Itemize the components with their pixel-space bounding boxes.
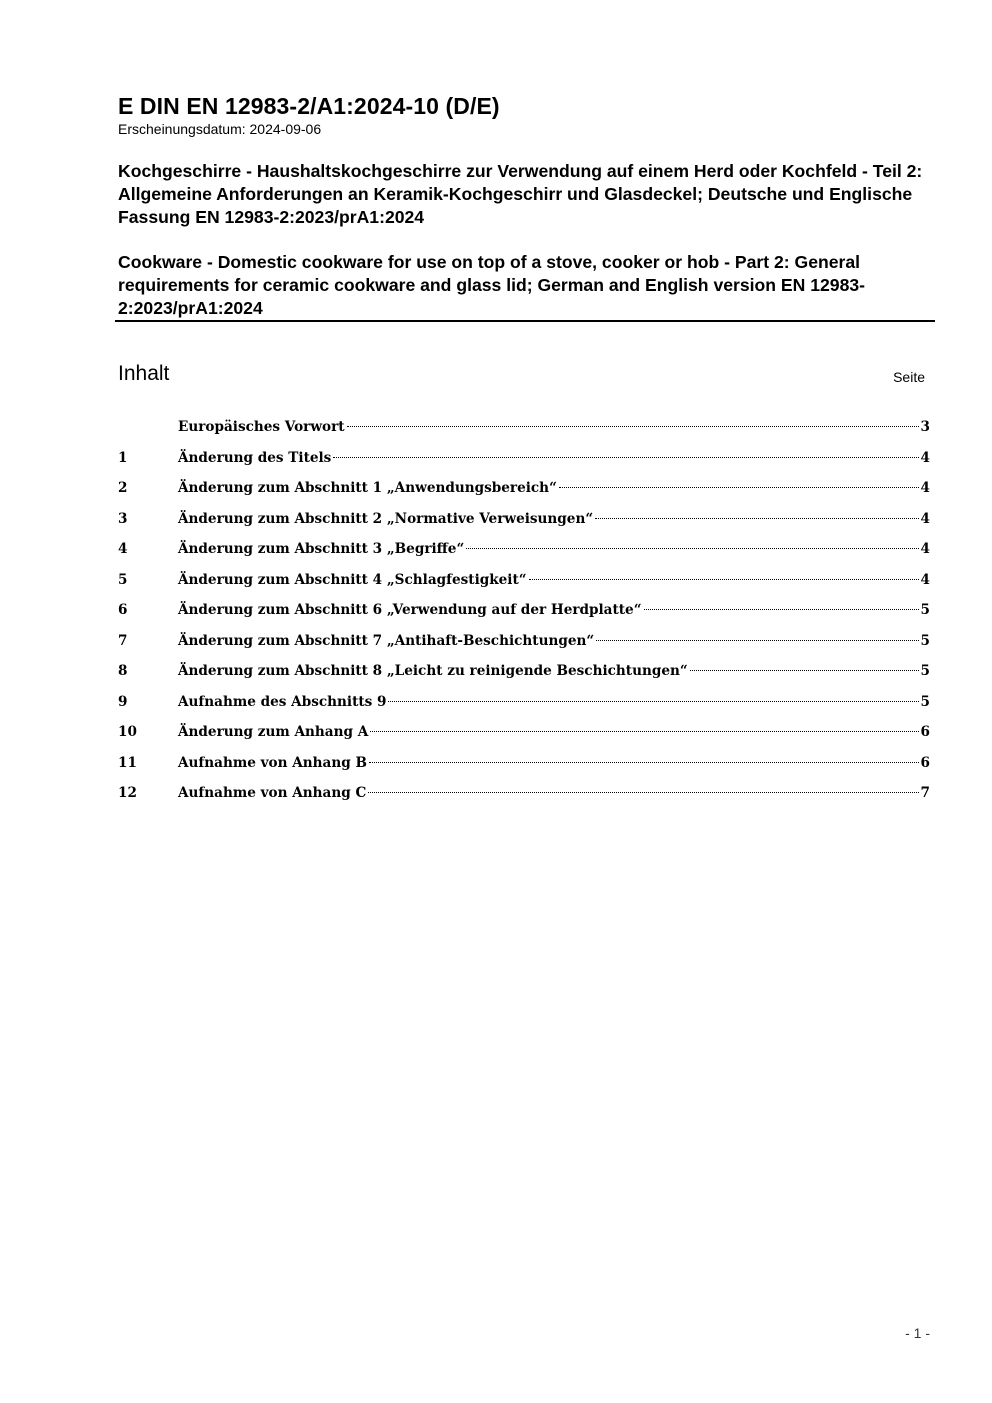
toc-entry-number: 8: [118, 663, 128, 679]
toc-entry[interactable]: [118, 568, 930, 599]
toc-leader-dots: [369, 762, 919, 763]
toc-entry[interactable]: [118, 690, 930, 721]
toc-leader-dots: [333, 457, 918, 458]
toc-leader-dots: [529, 579, 919, 580]
toc-entry-page: 4: [920, 510, 930, 527]
toc-entry-page: 4: [920, 571, 930, 588]
toc-entry-number: 5: [118, 571, 128, 588]
toc-entry[interactable]: [118, 415, 930, 446]
toc-entry-number: 1: [118, 449, 128, 466]
toc-entry-text: Änderung zum Abschnitt 4 „Schlagfestigkeit“: [178, 571, 527, 588]
toc-entry-text: Änderung des Titels: [178, 449, 332, 466]
toc-entry-page: 4: [920, 480, 930, 496]
toc-leader-dots: [559, 487, 919, 488]
toc-entry[interactable]: [118, 446, 930, 477]
toc-entry-page: 5: [920, 632, 930, 649]
toc-entry[interactable]: [118, 659, 930, 690]
toc-entry-number: 3: [118, 510, 128, 527]
toc-leader-dots: [644, 609, 919, 610]
toc-entry-page: 3: [920, 419, 930, 435]
toc-entry-number: 10: [118, 724, 137, 740]
toc-entry-text: Änderung zum Abschnitt 1 „Anwendungsbereich“: [178, 480, 557, 496]
header-divider: [115, 320, 935, 322]
toc-leader-dots: [690, 670, 919, 671]
toc-entry[interactable]: [118, 476, 930, 507]
toc-entry-number: 4: [118, 541, 128, 557]
document-header: [118, 92, 934, 320]
toc-entry[interactable]: [118, 629, 930, 660]
toc-leader-dots: [466, 548, 918, 549]
publication-date: Erscheinungsdatum: 2024-09-06: [118, 121, 322, 137]
toc-leader-dots: [347, 426, 919, 427]
table-of-contents: [118, 415, 930, 812]
toc-entry-text: Änderung zum Anhang A: [178, 724, 369, 740]
toc-title: Inhalt: [118, 362, 170, 385]
toc-entry-text: Änderung zum Abschnitt 3 „Begriffe“: [178, 541, 465, 557]
toc-entry-number: 12: [118, 785, 137, 801]
toc-leader-dots: [368, 792, 918, 793]
toc-entry-text: Aufnahme von Anhang C: [178, 785, 367, 801]
toc-entry-page: 6: [920, 724, 930, 740]
toc-leader-dots: [595, 518, 918, 519]
toc-entry-page: 5: [920, 693, 930, 710]
toc-leader-dots: [370, 731, 918, 732]
toc-page-label: Seite: [893, 369, 925, 385]
page-number: - 1 -: [905, 1325, 930, 1341]
toc-entry-text: Änderung zum Abschnitt 8 „Leicht zu reinigende Beschichtungen“: [178, 663, 688, 679]
toc-entry-number: 2: [118, 480, 128, 496]
toc-entry-page: 6: [920, 754, 930, 771]
toc-entry[interactable]: [118, 781, 930, 812]
toc-entry[interactable]: [118, 598, 930, 629]
document-id: E DIN EN 12983-2/A1:2024-10 (D/E): [118, 93, 500, 119]
toc-entry[interactable]: [118, 720, 930, 751]
toc-entry-page: 5: [920, 602, 930, 618]
toc-entry-text: Aufnahme von Anhang B: [178, 754, 367, 771]
toc-entry[interactable]: [118, 507, 930, 538]
toc-entry-text: Änderung zum Abschnitt 2 „Normative Verweisungen“: [178, 510, 594, 527]
toc-entry[interactable]: [118, 751, 930, 782]
toc-entry-number: 6: [118, 602, 128, 618]
toc-entry-page: 4: [920, 541, 930, 557]
toc-entry-number: 11: [118, 754, 137, 771]
toc-entry-number: 9: [118, 693, 128, 710]
toc-entry-page: 5: [920, 663, 930, 679]
title-german: Kochgeschirre - Haushaltskochgeschirre zur Verwendung auf einem Herd oder Kochfeld - Teil 2: Allgemeine Anforderungen an Keramik-Kochgeschirr und Glasdeckel; Deutsche und Englische Fassung EN 12983-2:2023/prA1:2024: [118, 161, 923, 227]
toc-entry-text: Aufnahme des Abschnitts 9: [178, 693, 387, 710]
title-english: Cookware - Domestic cookware for use on top of a stove, cooker or hob - Part 2: General requirements for ceramic cookware and glass lid; German and English version EN 12983-2:2023/prA1:2024: [118, 252, 866, 318]
toc-leader-dots: [388, 701, 918, 702]
toc-entry[interactable]: [118, 537, 930, 568]
toc-entry-page: 4: [920, 449, 930, 466]
toc-entry-text: Änderung zum Abschnitt 6 „Verwendung auf der Herdplatte“: [178, 602, 642, 618]
toc-entry-text: Änderung zum Abschnitt 7 „Antihaft-Beschichtungen“: [178, 632, 595, 649]
toc-entry-page: 7: [920, 785, 930, 801]
toc-leader-dots: [596, 640, 918, 641]
toc-entry-number: 7: [118, 632, 128, 649]
toc-entry-text: Europäisches Vorwort: [178, 419, 345, 435]
